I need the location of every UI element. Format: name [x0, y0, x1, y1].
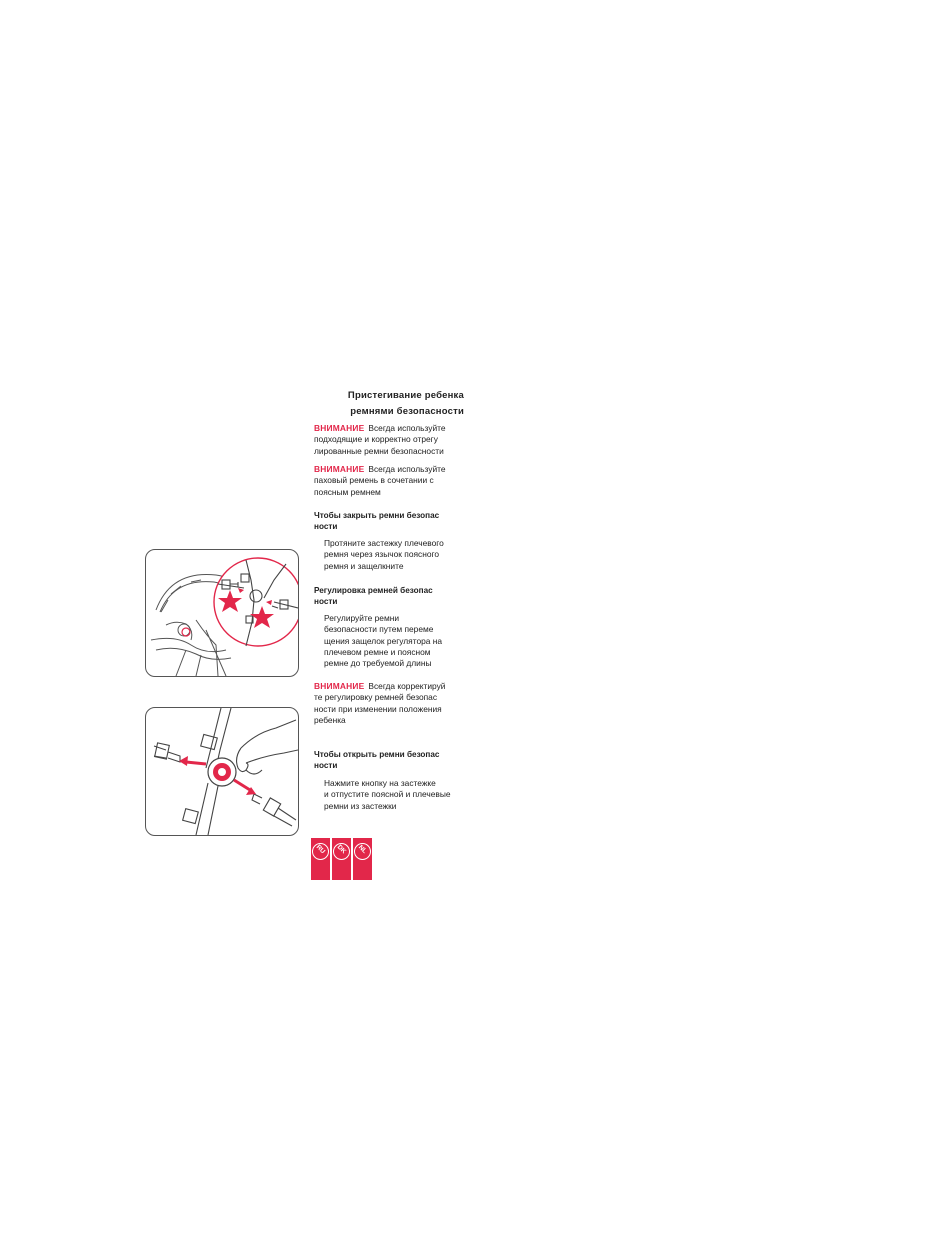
section-body: Протяните застежку плечевого ремня через язычок поясного ремня и защелкните — [324, 538, 444, 571]
section-heading: Регулировка ремней безопас ности — [314, 586, 433, 606]
warning-block: ВНИМАНИЕ Всегда корректируй те регулировку ремней безопас ности при изменении положения ребенка — [314, 681, 446, 725]
language-tab-ru: RU — [311, 838, 330, 880]
warning-block: ВНИМАНИЕ Всегда используйте паховый ремень в сочетании с поясным ремнем — [314, 464, 446, 497]
section-body: Регулируйте ремни безопасности путем переме щения защелок регулятора на плечевом ремне и поясном ремне до требуемой длины — [324, 613, 443, 669]
section-heading: Чтобы открыть ремни безопас ности — [314, 750, 440, 770]
stroller-harness-illustration — [145, 549, 299, 677]
language-tab-nl: NL — [353, 838, 372, 880]
section-heading: Чтобы закрыть ремни безопас ности — [314, 511, 440, 531]
warning-label: ВНИМАНИЕ — [314, 681, 365, 691]
language-tab-dk: DK — [332, 838, 351, 880]
buckle-release-illustration — [145, 707, 299, 836]
section-body: Нажмите кнопку на застежке и отпустите поясной и плечевые ремни из застежки — [324, 778, 451, 811]
warning-block: ВНИМАНИЕ Всегда используйте подходящие и корректно отрегу лированные ремни безопасности — [314, 423, 446, 456]
page-title: Пристегивание ребенка ремнями безопасности — [347, 390, 464, 417]
language-tabs — [311, 838, 372, 880]
warning-label: ВНИМАНИЕ — [314, 423, 365, 433]
warning-label: ВНИМАНИЕ — [314, 464, 365, 474]
